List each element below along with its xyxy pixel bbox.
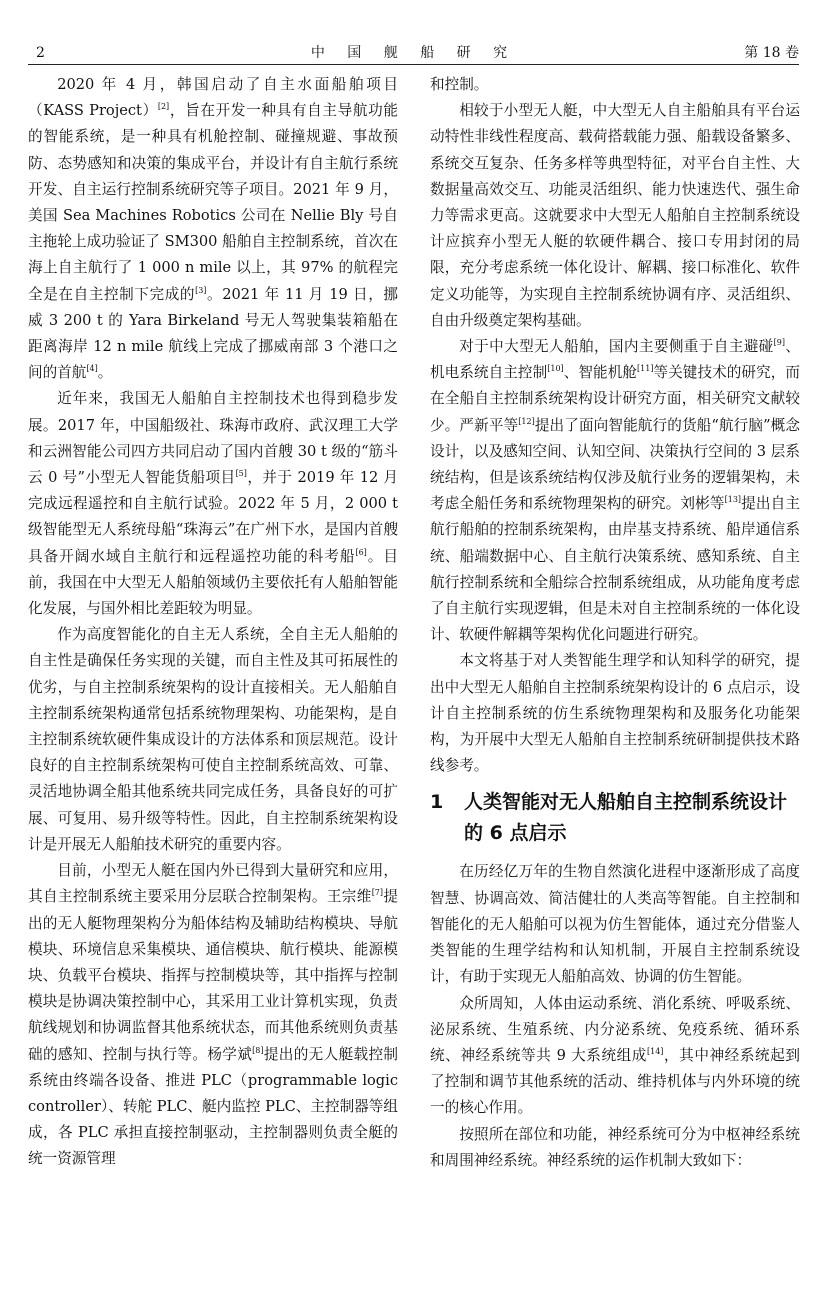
paragraph-nervous-system: 按照所在部位和功能，神经系统可分为中枢神经系统和周围神经系统。神经系统的运作机制大致如下： <box>430 1125 800 1169</box>
paragraph-continuation: 和控制。 <box>430 76 489 93</box>
citation-ref[interactable]: [10] <box>547 364 564 374</box>
citation-ref[interactable]: [11] <box>637 364 654 374</box>
journal-title: 中 国 舰 船 研 究 <box>310 45 517 61</box>
paragraph-paper-contribution: 本文将基于对人类智能生理学和认知科学的研究，提出中大型无人船舶自主控制系统架构设计的 6 点启示，设计自主控制系统的仿生系统物理架构和及服务化功能架构，为开展中大型无人船舶自主控制系统研制提供技术路线参考。 <box>430 652 800 775</box>
paragraph-related-work: 对于中大型无人船舶，国内主要侧重于自主避碰[9]、机电系统自主控制[10]、智能机舱[11]等关键技术的研究，而在全船自主控制系统架构设计研究方面，相关研究文献较少。严新平等[12]提出了面向智能航行的货船“航行脑”概念设计，以及感知空间、认知空间、决策执行空间的 3 层系统结构，但是该系统结构仅涉及航行业务的逻辑架构，未考虑全船任务和系统物理架构的研究。刘彬等[13]提出自主航行船舶的控制系统架构，由岸基支持系统、船岸通信系统、船端数据中心、自主航行决策系统、感知系统、自主航行控制系统和全船综合控制系统组成，从功能角度考虑了自主航行实现逻辑，但是未对自主控制系统的一体化设计、软硬件解耦等架构优化问题进行研究。 <box>430 338 800 644</box>
paragraph-body-systems: 众所周知，人体由运动系统、消化系统、呼吸系统、泌尿系统、生殖系统、内分泌系统、免疫系统、循环系统、神经系统等共 9 大系统组成[14]，其中神经系统起到了控制和调节其他系统的活动、维持机体与内外环境的统一的核心作用。 <box>430 994 800 1117</box>
left-column <box>28 72 398 1173</box>
paragraph-domestic-progress: 近年来，我国无人船舶自主控制技术也得到稳步发展。2017 年，中国船级社、珠海市政府、武汉理工大学和云洲智能公司四方共同启动了国内首艘 30 t 级的“筋斗云 0 号”小型无人智能货船项目[5]，并于 2019 年 12 月完成远程遥控和自主航行试验。2022 年 5 月，2 000 t 级智能型无人系统母船“珠海云”在广州下水，是国内首艘具备开阔水域自主航行和远程遥控功能的科考船[6]。目前，我国在中大型无人船舶领域仍主要依托有人船舶智能化发展，与国外相比差距较为明显。 <box>28 390 398 618</box>
page-number: 2 <box>36 45 45 61</box>
paragraph-large-ship-requirements: 相较于小型无人艇，中大型无人自主船舶具有平台运动特性非线性程度高、载荷搭载能力强、船载设备繁多、系统交互复杂、任务多样等典型特征，对平台自主性、大数据量高效交互、功能灵活组织、能力快速迭代、强生命力等需求更高。这就要求中大型无人船舶自主控制系统设计应摈弃小型无人艇的软硬件耦合、接口专用封闭的局限，充分考虑系统一体化设计、解耦、接口标准化、软件定义功能等，为实现自主控制系统协调有序、灵活组织、自由升级奠定架构基础。 <box>430 102 800 329</box>
section-title: 人类智能对无人船舶自主控制系统设计的 6 点启示 <box>464 791 788 845</box>
paragraph-small-usv: 目前，小型无人艇在国内外已得到大量研究和应用，其自主控制系统主要采用分层联合控制架构。王宗维[7]提出的无人艇物理架构分为船体结构及辅助结构模块、导航模块、环境信息采集模块、通信模块、航行模块、能源模块、负载平台模块、指挥与控制模块等，其中指挥与控制模块是协调决策控制中心，其采用工业计算机实现，负责航线规划和协调监督其他系统状态，而其他系统则负责基础的感知、控制与执行等。杨学斌[8]提出的无人艇载控制系统由终端各设备、推进 PLC（programmable logic controller）、转舵 PLC、艇内监控 PLC、主控制器等组成，各 PLC 承担直接控制驱动，主控制器则负责全艇的统一资源管理 <box>28 862 398 1168</box>
running-header <box>28 42 799 65</box>
citation-ref[interactable]: [4] <box>86 364 98 374</box>
volume-label: 第 18 卷 <box>744 45 799 61</box>
citation-ref[interactable]: [7] <box>371 888 384 898</box>
citation-ref[interactable]: [14] <box>646 1046 664 1056</box>
citation-ref[interactable]: [2] <box>157 102 170 112</box>
paragraph-kass: 2020 年 4 月，韩国启动了自主水面船舶项目（KASS Project）[2]，旨在开发一种具有自主导航功能的智能系统，是一种具有机舱控制、碰撞规避、事故预防、态势感知和决策的集成平台，并设计有自主航行系统开发、自主运行控制系统研究等子项目。2021 年 9 月，美国 Sea Machines Robotics 公司在 Nellie Bly 号自主拖轮上成功验证了 SM300 船舶自主控制系统，首次在海上自主航行了 1 000 n mile 以上，其 97% 的航程完全是在自主控制下完成的[3]。2021 年 11 月 19 日，挪威 3 200 t 的 Yara Birkeland 号无人驾驶集装箱船在距离海岸 12 n mile 航线上完成了挪威南部 3 个港口之间的首航[4]。 <box>28 76 398 382</box>
citation-ref[interactable]: [3] <box>195 285 207 295</box>
citation-ref[interactable]: [9] <box>773 338 785 348</box>
paragraph-architecture-importance: 作为高度智能化的自主无人系统，全自主无人船舶的自主性是确保任务实现的关键，而自主性及其可拓展性的优劣，与自主控制系统架构的设计直接相关。无人船舶自主控制系统架构通常包括系统物理架构、功能架构，是自主控制系统软硬件集成设计的方法体系和顶层规范。设计良好的自主控制系统架构可使自主控制系统高效、可靠、灵活地协调全船其他系统共同完成任务，具备良好的可扩展、可复用、易升级等特性。因此，自主控制系统架构设计是开展无人船舶技术研究的重要内容。 <box>28 626 398 853</box>
section-heading <box>430 787 800 849</box>
section-number: 1 <box>430 791 444 814</box>
paragraph-human-intelligence: 在历经亿万年的生物自然演化进程中逐渐形成了高度智慧、协调高效、简洁健壮的人类高等智能。自主控制和智能化的无人船舶可以视为仿生智能体，通过充分借鉴人类智能的生理学结构和认知机制，开展自主控制系统设计，有助于实现无人船舶高效、协调的仿生智能。 <box>430 863 800 986</box>
citation-ref[interactable]: [8] <box>252 1045 264 1055</box>
citation-ref[interactable]: [5] <box>235 469 247 479</box>
citation-ref[interactable]: [13] <box>724 495 742 505</box>
citation-ref[interactable]: [6] <box>355 547 367 557</box>
citation-ref[interactable]: [12] <box>518 416 535 426</box>
right-column <box>430 72 800 1174</box>
